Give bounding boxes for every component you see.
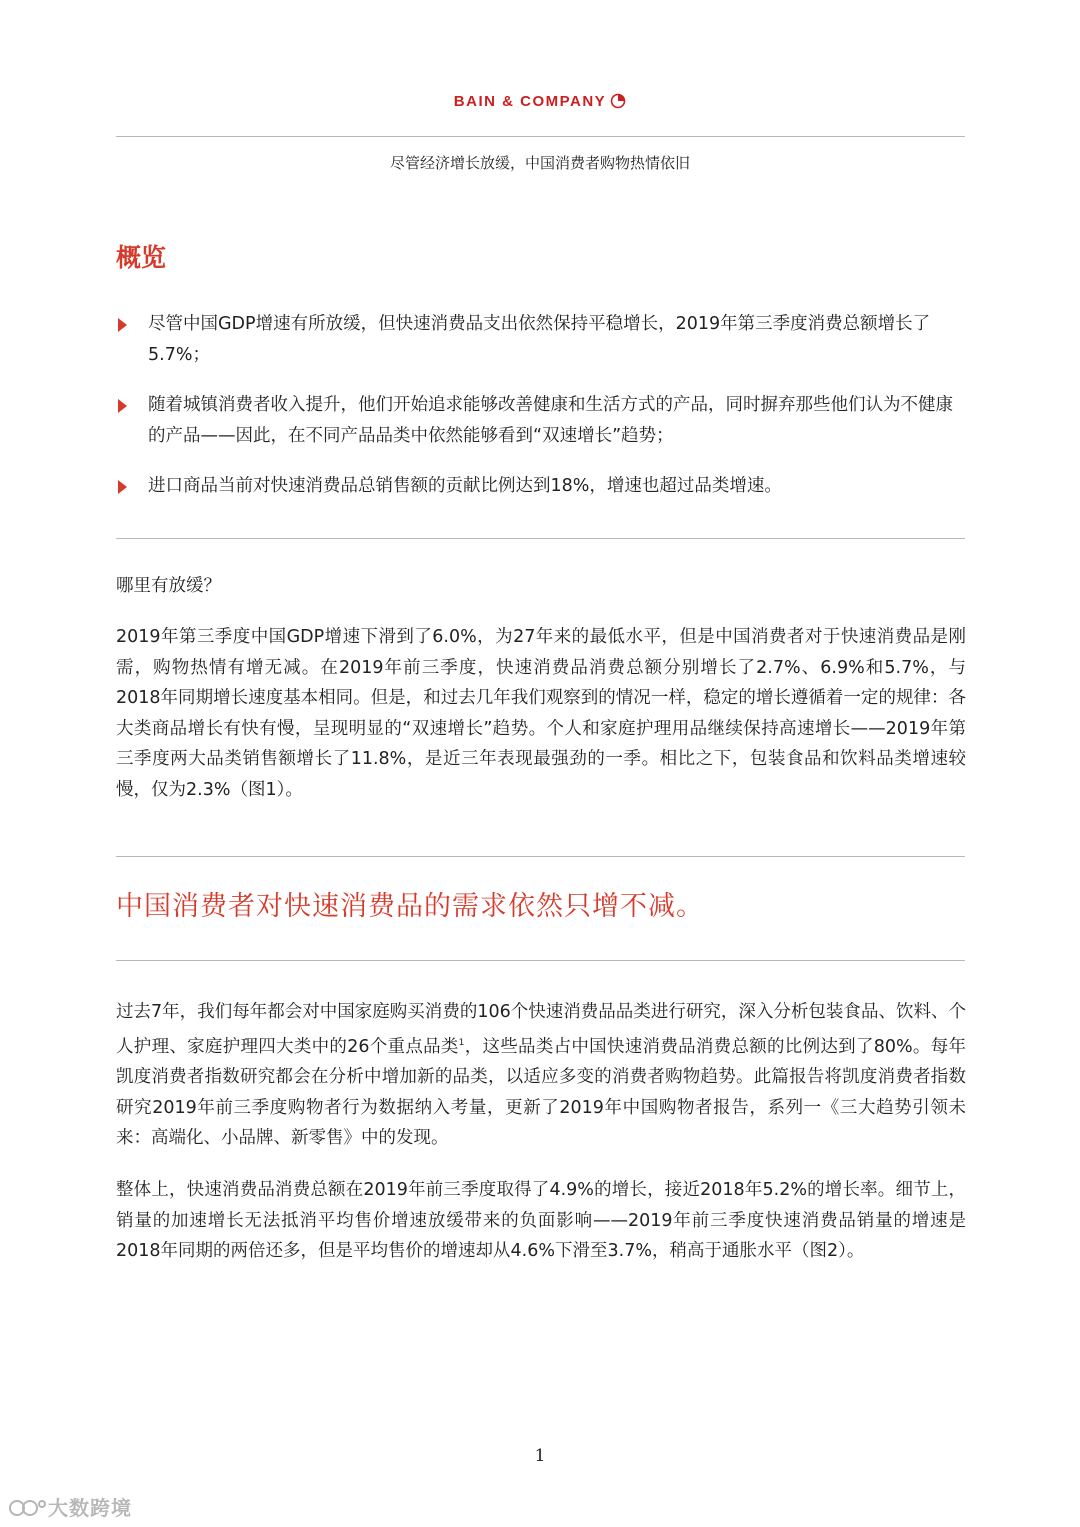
watermark xyxy=(8,1492,132,1521)
pull-quote-top-divider xyxy=(116,856,965,857)
overview-title: 概览 xyxy=(116,243,167,272)
footnote-marker: 1 xyxy=(458,1037,465,1048)
pull-quote: 中国消费者对快速消费品的需求依然只增不减。 xyxy=(116,891,704,922)
overview-divider xyxy=(116,538,965,539)
brand-header xyxy=(0,93,1080,110)
overview-bullet-text: 尽管中国GDP增速有所放缓，但快速消费品支出依然保持平稳增长，2019年第三季度消费总额增长了5.7%； xyxy=(148,314,931,365)
document-subtitle: 尽管经济增长放缓，中国消费者购物热情依旧 xyxy=(389,154,690,172)
body-paragraph-1-text: 过去7年，我们每年都会对中国家庭购买消费的106个快速消费品品类进行研究，深入分析包装食品、饮料、个人护理、家庭护理四大类中的26个重点品类 xyxy=(116,1002,966,1057)
pull-quote-bottom-divider xyxy=(116,960,965,961)
overview-bullet-text: 进口商品当前对快速消费品总销售额的贡献比例达到18%，增速也超过品类增速。 xyxy=(148,476,782,496)
body-paragraph-2: 整体上，快速消费品消费总额在2019年前三季度取得了4.9%的增长，接近2018年5.2%的增长率。细节上，销量的加速增长无法抵消平均售价增速放缓带来的负面影响——2019年前三季度快速消费品销量的增速是2018年同期的两倍还多，但是平均售价的增速却从4.6%下滑至3.7%，稍高于通胀水平（图2）。 xyxy=(116,1180,966,1262)
body-paragraph-1 xyxy=(116,997,966,1154)
overview-bullet-3 xyxy=(116,471,966,502)
header-divider xyxy=(116,136,965,137)
brand-name: BAIN & COMPANY xyxy=(453,93,607,110)
overview-bullet-1 xyxy=(116,309,966,371)
overview-bullet-text: 随着城镇消费者收入提升，他们开始追求能够改善健康和生活方式的产品，同时摒弃那些他们认为不健康的产品——因此，在不同产品品类中依然能够看到“双速增长”趋势； xyxy=(148,395,953,446)
bain-logo-icon xyxy=(610,93,626,109)
slowdown-paragraph: 2019年第三季度中国GDP增速下滑到了6.0%，为27年来的最低水平，但是中国消费者对于快速消费品是刚需，购物热情有增无减。在2019年前三季度，快速消费品消费总额分别增长了2.7%、6.9%和5.7%，与2018年同期增长速度基本相同。但是，和过去几年我们观察到的情况一样，稳定的增长遵循着一定的规律：各大类商品增长有快有慢，呈现明显的“双速增长”趋势。个人和家庭护理用品继续保持高速增长——2019年第三季度两大品类销售额增长了11.8%，是近三年表现最强劲的一季。相比之下，包装食品和饮料品类增速较慢，仅为2.3%（图1）。 xyxy=(116,627,966,800)
overview-bullet-list xyxy=(116,309,966,521)
page-number: 1 xyxy=(534,1446,546,1466)
overview-bullet-2 xyxy=(116,390,966,452)
body-paragraph-1-text-cont: ，这些品类占中国快速消费品消费总额的比例达到了80%。每年凯度消费者指数研究都会在分析中增加新的品类，以适应多变的消费者购物趋势。此篇报告将凯度消费者指数研究2019年前三季度购物者行为数据纳入考量，更新了2019年中国购物者报告，系列一《三大趋势引领未来：高端化、小品牌、新零售》中的发现。 xyxy=(116,1036,966,1149)
triangle-bullet-icon xyxy=(118,480,127,494)
watermark-logo-icon xyxy=(8,1496,48,1520)
triangle-bullet-icon xyxy=(118,399,127,413)
triangle-bullet-icon xyxy=(118,318,127,332)
slowdown-heading: 哪里有放缓？ xyxy=(116,576,221,596)
watermark-text: 大数跨境 xyxy=(48,1496,132,1520)
